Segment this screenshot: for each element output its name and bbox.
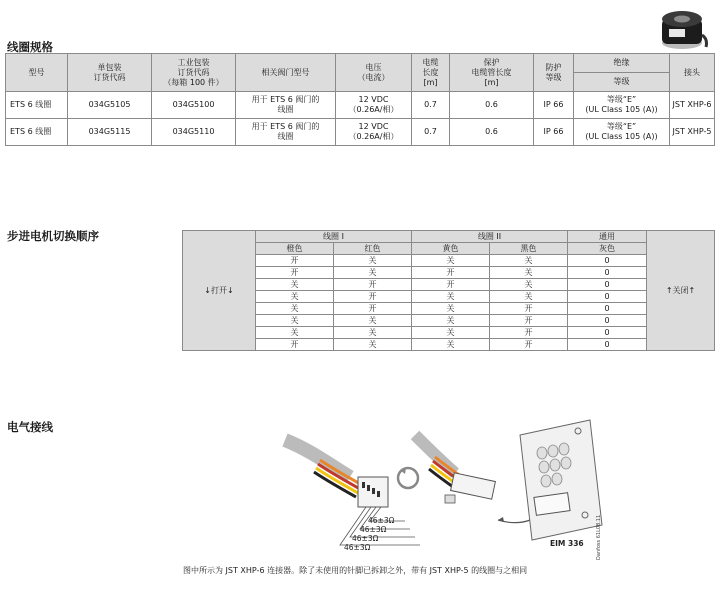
cell: 关 bbox=[256, 291, 334, 303]
table-row bbox=[6, 92, 715, 119]
cell: 0 bbox=[568, 291, 647, 303]
resistance-label: 46±3Ω bbox=[368, 516, 395, 525]
header-black: 黑色 bbox=[490, 243, 568, 255]
cell-type: ETS 6 线圈 bbox=[6, 92, 68, 119]
cell-cable: 0.7 bbox=[412, 92, 450, 119]
cell: 开 bbox=[412, 267, 490, 279]
header-valve-type: 相关阀门型号 bbox=[236, 54, 336, 92]
cell: 开 bbox=[490, 303, 568, 315]
cell: 0 bbox=[568, 315, 647, 327]
table-row bbox=[183, 267, 715, 279]
table-row bbox=[183, 327, 715, 339]
cell: 关 bbox=[412, 339, 490, 351]
wiring-diagram bbox=[280, 415, 720, 565]
header-yellow: 黄色 bbox=[412, 243, 490, 255]
header-connector: 接头 bbox=[670, 54, 715, 92]
section-title-wiring: 电气接线 bbox=[7, 420, 53, 434]
header-sleeve-length: 保护 电缆管长度 [m] bbox=[450, 54, 534, 92]
cell: 开 bbox=[334, 303, 412, 315]
cell-connector: JST XHP-5 bbox=[670, 119, 715, 146]
header-single-pack: 单包装 订货代码 bbox=[68, 54, 152, 92]
cell: 关 bbox=[490, 267, 568, 279]
cell-single-code: 034G5115 bbox=[68, 119, 152, 146]
cell: 开 bbox=[256, 339, 334, 351]
cell-cable: 0.7 bbox=[412, 119, 450, 146]
cell: 关 bbox=[412, 303, 490, 315]
cell-ip: IP 66 bbox=[534, 92, 574, 119]
cell: 关 bbox=[334, 255, 412, 267]
header-voltage: 电压 （电流） bbox=[336, 54, 412, 92]
cell: 开 bbox=[256, 255, 334, 267]
resistance-label: 46±3Ω bbox=[360, 525, 387, 534]
table-row bbox=[183, 315, 715, 327]
cell-sleeve: 0.6 bbox=[450, 119, 534, 146]
section-title-coil-specs: 线圈规格 bbox=[7, 40, 53, 54]
cell-ip: IP 66 bbox=[534, 119, 574, 146]
coil-spec-table bbox=[5, 53, 715, 146]
cell: 0 bbox=[568, 267, 647, 279]
cell-valve: 用于 ETS 6 阀门的 线圈 bbox=[236, 92, 336, 119]
cell: 关 bbox=[490, 255, 568, 267]
cell: 关 bbox=[490, 291, 568, 303]
header-industrial-pack: 工业包装 订货代码 （每箱 100 件） bbox=[152, 54, 236, 92]
cell-sleeve: 0.6 bbox=[450, 92, 534, 119]
header-orange: 橙色 bbox=[256, 243, 334, 255]
cell: 关 bbox=[412, 255, 490, 267]
cell-valve: 用于 ETS 6 阀门的 线圈 bbox=[236, 119, 336, 146]
cell: 关 bbox=[334, 315, 412, 327]
header-coil-1: 线圈 I bbox=[256, 231, 412, 243]
cell: 关 bbox=[256, 279, 334, 291]
header-insulation-class: 等级 bbox=[574, 73, 670, 92]
cell: 关 bbox=[334, 327, 412, 339]
cell: 关 bbox=[412, 315, 490, 327]
cell: 开 bbox=[412, 279, 490, 291]
eim-label: EIM 336 bbox=[550, 539, 584, 548]
cell: 开 bbox=[490, 327, 568, 339]
cell-voltage: 12 VDC （0.26A/相） bbox=[336, 92, 412, 119]
header-type: 型号 bbox=[6, 54, 68, 92]
cell: 开 bbox=[490, 315, 568, 327]
cell: 0 bbox=[568, 327, 647, 339]
table-row bbox=[183, 255, 715, 267]
cell: 关 bbox=[334, 267, 412, 279]
header-coil-2: 线圈 II bbox=[412, 231, 568, 243]
cell: 开 bbox=[490, 339, 568, 351]
cell: 关 bbox=[490, 279, 568, 291]
header-red: 红色 bbox=[334, 243, 412, 255]
cell-industrial-code: 034G5110 bbox=[152, 119, 236, 146]
header-protection: 防护 等级 bbox=[534, 54, 574, 92]
cell: 关 bbox=[256, 327, 334, 339]
cell: 关 bbox=[256, 315, 334, 327]
table-row bbox=[183, 303, 715, 315]
cell: 0 bbox=[568, 303, 647, 315]
table-row bbox=[6, 119, 715, 146]
corner-code: Danfoss 61L08.11 bbox=[596, 514, 602, 560]
eim-board bbox=[520, 420, 602, 540]
cell: 关 bbox=[334, 339, 412, 351]
coil-product-photo bbox=[655, 5, 709, 51]
resistance-label: 46±3Ω bbox=[352, 534, 379, 543]
cell: 开 bbox=[256, 267, 334, 279]
left-cable-bundle bbox=[285, 440, 362, 497]
table-row bbox=[183, 339, 715, 351]
close-direction-label: ↑关闭↑ bbox=[647, 231, 715, 351]
section-title-step-sequence: 步进电机切换顺序 bbox=[7, 229, 99, 243]
table-row bbox=[183, 291, 715, 303]
jst-xhp6-connector bbox=[358, 477, 388, 507]
cell-type: ETS 6 线圈 bbox=[6, 119, 68, 146]
wiring-caption: 图中所示为 JST XHP-6 连接器。除了未使用的针脚已拆卸之外，带有 JST XHP-5 的线圈与之相同 bbox=[183, 566, 528, 575]
header-common: 通用 bbox=[568, 231, 647, 243]
table-row bbox=[183, 279, 715, 291]
cell-voltage: 12 VDC （0.26A/相） bbox=[336, 119, 412, 146]
cell: 开 bbox=[334, 279, 412, 291]
cell: 关 bbox=[256, 303, 334, 315]
cell: 开 bbox=[334, 291, 412, 303]
header-insulation: 绝缘 bbox=[574, 54, 670, 73]
cell-insulation: 等级“E” (UL Class 105 (A)) bbox=[574, 92, 670, 119]
step-sequence-table bbox=[182, 230, 715, 351]
rotate-icon bbox=[398, 468, 418, 488]
cell: 关 bbox=[412, 327, 490, 339]
cell-single-code: 034G5105 bbox=[68, 92, 152, 119]
cell-connector: JST XHP-6 bbox=[670, 92, 715, 119]
cell: 0 bbox=[568, 279, 647, 291]
header-gray: 灰色 bbox=[568, 243, 647, 255]
cell: 关 bbox=[412, 291, 490, 303]
cell-insulation: 等级“E” (UL Class 105 (A)) bbox=[574, 119, 670, 146]
open-direction-label: ↓打开↓ bbox=[183, 231, 256, 351]
cell: 0 bbox=[568, 255, 647, 267]
resistance-label: 46±3Ω bbox=[344, 543, 371, 552]
cell-industrial-code: 034G5100 bbox=[152, 92, 236, 119]
cell: 0 bbox=[568, 339, 647, 351]
header-cable-length: 电缆 长度 [m] bbox=[412, 54, 450, 92]
